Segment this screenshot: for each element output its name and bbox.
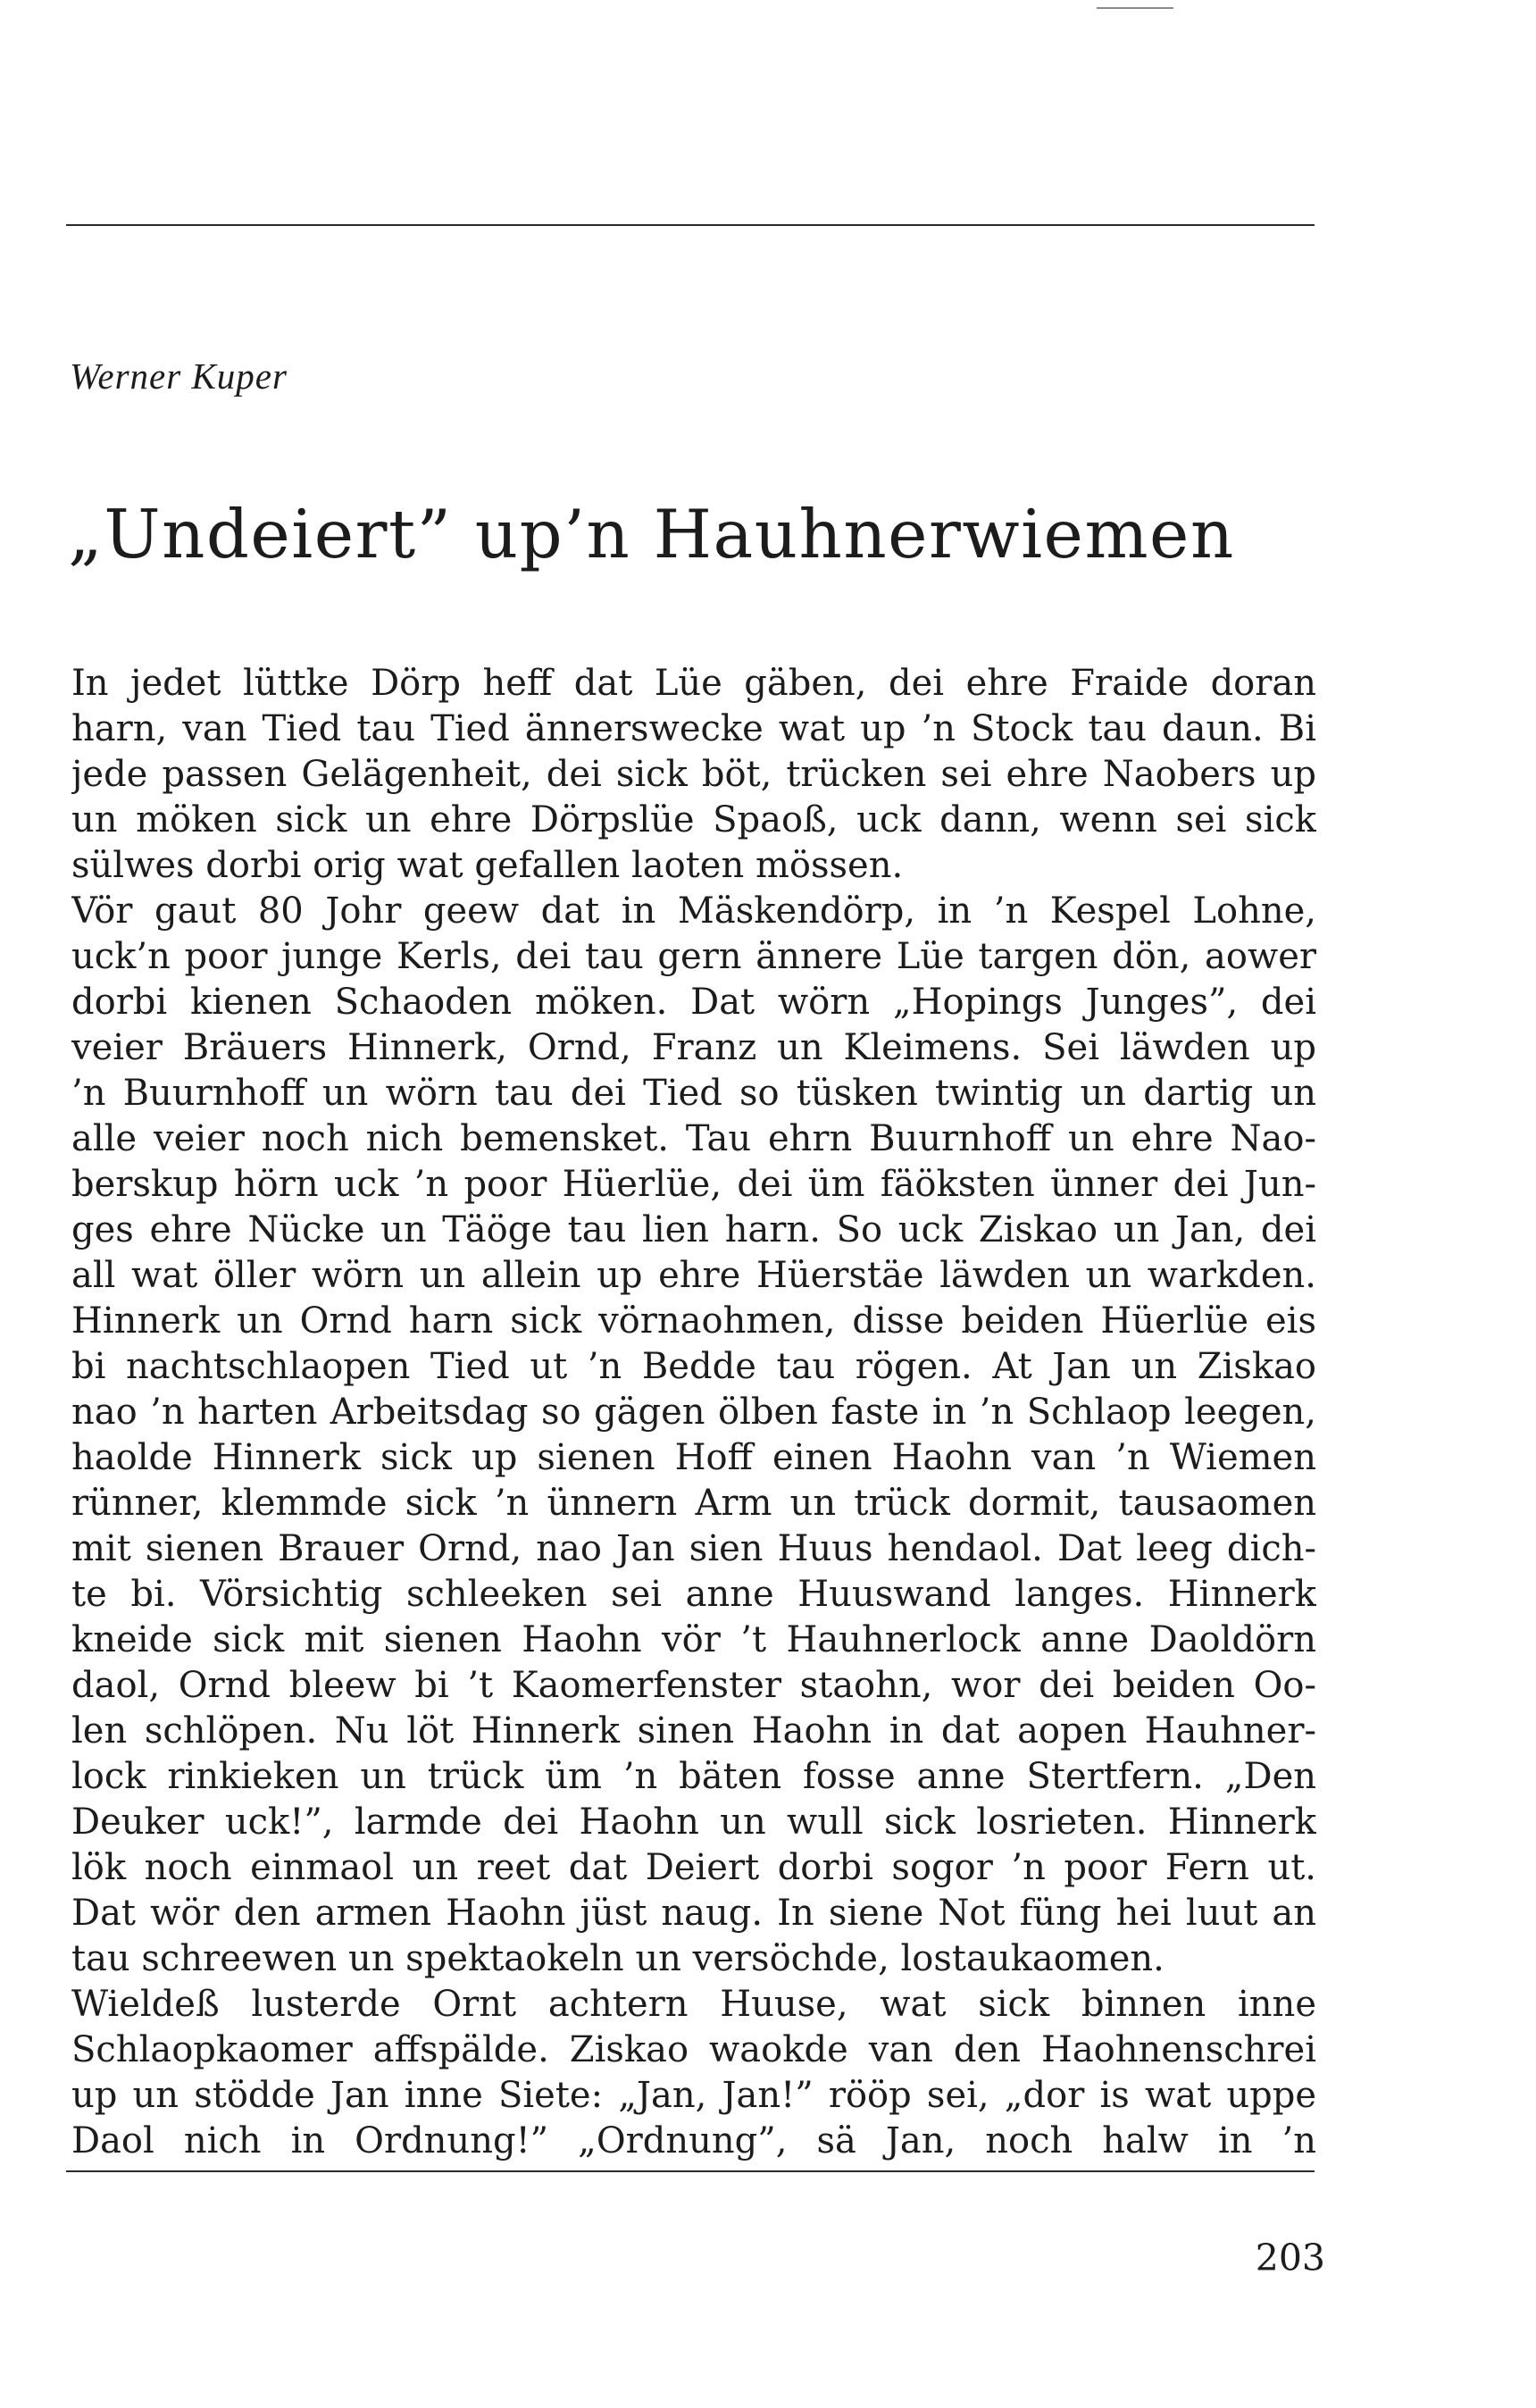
- body-line: Daol nich in Ordnung!” „Ordnung”, sä Jan, noch halw in ’n: [71, 2120, 1316, 2161]
- body-line: jede passen Gelägenheit, dei sick böt, trücken sei ehre Naobers up: [71, 754, 1316, 795]
- body-line: tau schreewen un spektaokeln un versöchde, lostaukaomen.: [71, 1938, 1165, 1979]
- top-rule: [66, 224, 1315, 226]
- body-line: berskup hörn uck ’n poor Hüerlüe, dei üm fäöksten ünner dei Jun-: [71, 1164, 1316, 1205]
- body-line: Schlaopkaomer affspälde. Ziskao waokde van den Haohnenschrei: [71, 2029, 1316, 2070]
- article-body: [71, 661, 1316, 2164]
- corner-mark: [1097, 7, 1173, 9]
- body-line: nao ’n harten Arbeitsdag so gägen ölben faste in ’n Schlaop leegen,: [71, 1392, 1316, 1433]
- body-line: harn, van Tied tau Tied ännerswecke wat up ’n Stock tau daun. Bi: [71, 708, 1316, 749]
- article-title: „Undeiert” up’n Hauhnerwiemen: [68, 495, 1235, 573]
- body-line: Hinnerk un Ornd harn sick vörnaohmen, disse beiden Hüerlüe eis: [71, 1300, 1316, 1342]
- body-line: Deuker uck!”, larmde dei Haohn un wull sick losrieten. Hinnerk: [71, 1802, 1316, 1843]
- body-line: lök noch einmaol un reet dat Deiert dorbi sogor ’n poor Fern ut.: [71, 1847, 1316, 1888]
- body-line: uck’n poor junge Kerls, dei tau gern ännere Lüe targen dön, aower: [71, 936, 1316, 977]
- body-line: rünner, klemmde sick ’n ünnern Arm un trück dormit, tausaomen: [71, 1483, 1316, 1524]
- author-name: Werner Kuper: [70, 355, 288, 397]
- body-line: veier Bräuers Hinnerk, Ornd, Franz un Kleimens. Sei läwden up: [71, 1027, 1316, 1068]
- body-line: Dat wör den armen Haohn jüst naug. In siene Not füng hei luut an: [71, 1893, 1316, 1934]
- body-line: Wieldeß lusterde Ornt achtern Huuse, wat sick binnen inne: [71, 1984, 1316, 2025]
- body-line: te bi. Vörsichtig schleeken sei anne Huuswand langes. Hinnerk: [71, 1574, 1316, 1615]
- body-line: all wat öller wörn un allein up ehre Hüerstäe läwden un warkden.: [71, 1255, 1316, 1296]
- bottom-rule: [66, 2170, 1315, 2172]
- body-line: mit sienen Brauer Ornd, nao Jan sien Huus hendaol. Dat leeg dich-: [71, 1528, 1316, 1569]
- page-number: 203: [1255, 2237, 1325, 2279]
- body-line: len schlöpen. Nu löt Hinnerk sinen Haohn in dat aopen Hauhner-: [71, 1710, 1316, 1752]
- body-line: bi nachtschlaopen Tied ut ’n Bedde tau rögen. At Jan un Ziskao: [71, 1346, 1316, 1387]
- body-line: ges ehre Nücke un Täöge tau lien harn. So uck Ziskao un Jan, dei: [71, 1209, 1316, 1250]
- body-line: dorbi kienen Schaoden möken. Dat wörn „Hopings Junges”, dei: [71, 982, 1316, 1023]
- body-line: In jedet lüttke Dörp heff dat Lüe gäben, dei ehre Fraide doran: [71, 663, 1316, 704]
- body-line: alle veier noch nich bemensket. Tau ehrn Buurnhoff un ehre Nao-: [71, 1118, 1316, 1159]
- body-line: up un stödde Jan inne Siete: „Jan, Jan!” rööp sei, „dor is wat uppe: [71, 2075, 1316, 2116]
- body-line: daol, Ornd bleew bi ’t Kaomerfenster staohn, wor dei beiden Oo-: [71, 1665, 1316, 1706]
- body-line: haolde Hinnerk sick up sienen Hoff einen Haohn van ’n Wiemen: [71, 1437, 1316, 1478]
- body-line: un möken sick un ehre Dörpslüe Spaoß, uck dann, wenn sei sick: [71, 799, 1316, 840]
- body-line: ’n Buurnhoff un wörn tau dei Tied so tüsken twintig un dartig un: [71, 1073, 1316, 1114]
- body-line: sülwes dorbi orig wat gefallen laoten mössen.: [71, 845, 904, 886]
- body-line: kneide sick mit sienen Haohn vör ’t Hauhnerlock anne Daoldörn: [71, 1619, 1316, 1660]
- body-line: Vör gaut 80 Johr geew dat in Mäskendörp, in ’n Kespel Lohne,: [71, 890, 1316, 932]
- body-line: lock rinkieken un trück üm ’n bäten fosse anne Stertfern. „Den: [71, 1756, 1316, 1797]
